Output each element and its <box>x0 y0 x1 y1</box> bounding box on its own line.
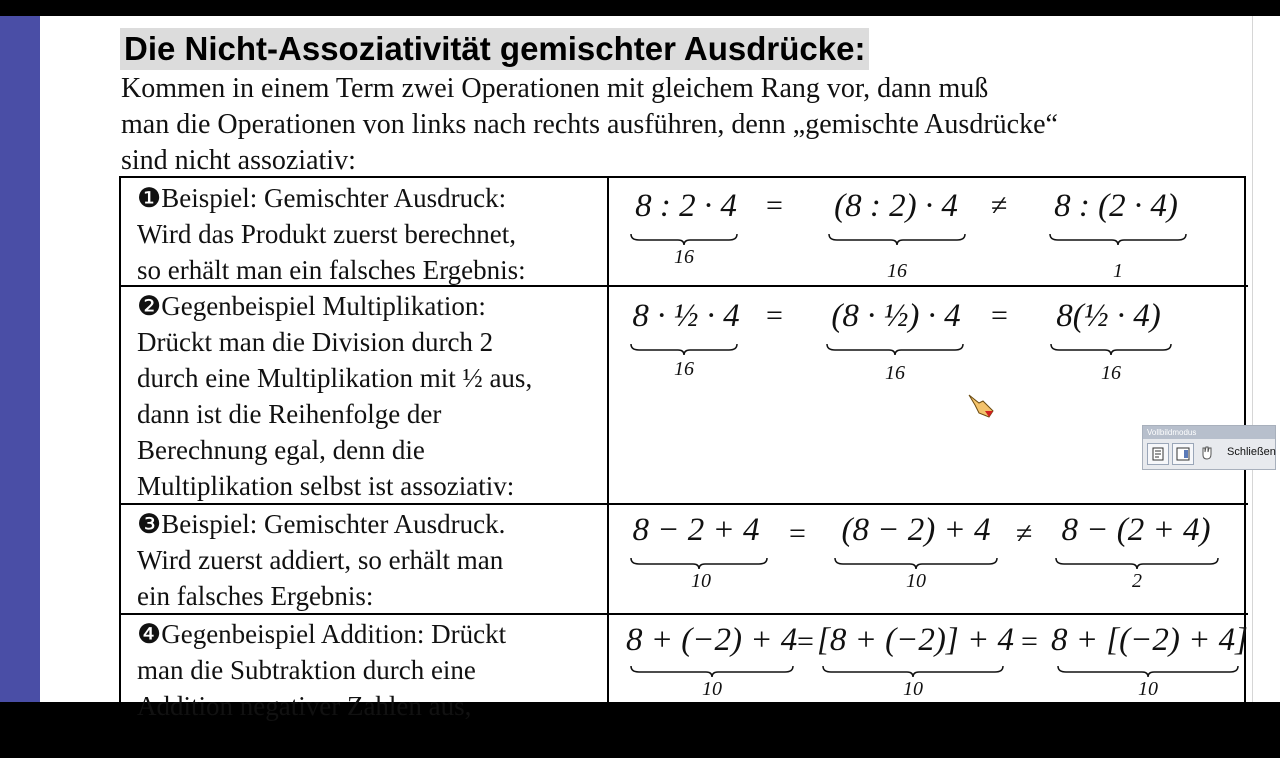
row2-expr-1: 8 · ½ · 4 <box>632 298 740 334</box>
row4-brace-3 <box>1056 664 1240 678</box>
row2-op-2: = <box>991 299 1008 332</box>
row4-brace-1 <box>629 664 795 678</box>
row2-text-1: ❷Gegenbeispiel Multiplikation: <box>137 291 486 321</box>
row3-brace-3 <box>1054 556 1220 570</box>
row3-op-1: = <box>789 517 806 550</box>
row3-label-1: 10 <box>691 570 711 592</box>
hand-icon <box>1197 443 1217 463</box>
row1-expr-2: (8 : 2) · 4 <box>834 188 958 224</box>
row2-text-4: dann ist die Reihenfolge der <box>137 399 442 429</box>
fullscreen-toolbar <box>1142 425 1276 470</box>
row4-op-2: = <box>1021 625 1038 658</box>
page-title: Die Nicht-Assoziativität gemischter Ausdrücke: <box>120 28 869 70</box>
row3-text-2: Wird zuerst addiert, so erhält man <box>137 545 504 575</box>
row1-text-3: so erhält man ein falsches Ergebnis: <box>137 255 526 285</box>
row1-op-1: = <box>766 189 783 222</box>
row1-brace-1 <box>629 232 739 246</box>
document-page <box>0 16 1280 721</box>
row4-expr-3: 8 + [(−2) + 4] <box>1051 622 1248 658</box>
close-fullscreen-button[interactable]: Schließen <box>1227 446 1276 458</box>
row3-brace-2 <box>833 556 999 570</box>
row2-brace-3 <box>1049 342 1173 356</box>
row1-expr-3: 8 : (2 · 4) <box>1054 188 1178 224</box>
row2-text-2: Drückt man die Division durch 2 <box>137 327 494 357</box>
row4-text-1: ❹Gegenbeispiel Addition: Drückt <box>137 619 507 649</box>
row2-op-1: = <box>766 299 783 332</box>
row2-label-1: 16 <box>674 358 694 380</box>
examples-table <box>119 176 1246 756</box>
row2-label-2: 16 <box>885 362 905 384</box>
row1-label-2: 16 <box>887 260 907 282</box>
row2-label-3: 16 <box>1101 362 1121 384</box>
row1-brace-2 <box>827 232 967 246</box>
row1-label-3: 1 <box>1113 260 1123 282</box>
row1-text-2: Wird das Produkt zuerst berechnet, <box>137 219 517 249</box>
row2-expr-3: 8(½ · 4) <box>1056 298 1161 334</box>
row2-text-6: Multiplikation selbst ist assoziativ: <box>137 471 515 501</box>
fullscreen-toolbar-title: Vollbildmodus <box>1143 426 1275 439</box>
row4-text-3: Addition negativer Zahlen aus, <box>137 691 472 721</box>
row3-expr-1: 8 − 2 + 4 <box>632 512 760 548</box>
page-view-button[interactable] <box>1147 443 1169 465</box>
row3-expr-2: (8 − 2) + 4 <box>841 512 991 548</box>
row3-label-2: 10 <box>906 570 926 592</box>
pointer-hand-icon <box>965 391 999 421</box>
row3-text-3: ein falsches Ergebnis: <box>137 581 374 611</box>
row1-text-1: ❶Beispiel: Gemischter Ausdruck: <box>137 183 507 213</box>
layout-view-button[interactable] <box>1172 443 1194 465</box>
row4-expr-1: 8 + (−2) + 4 <box>626 622 798 658</box>
row4-label-1: 10 <box>702 678 722 700</box>
row1-op-2: ≠ <box>991 189 1008 222</box>
row1-expr-1: 8 : 2 · 4 <box>635 188 737 224</box>
intro-line-2: man die Operationen von links nach rechts ausführen, denn „gemischte Ausdrücke“ <box>121 109 1058 140</box>
column-divider <box>607 178 609 758</box>
row4-op-1: = <box>797 625 814 658</box>
row2-text-5: Berechnung egal, denn die <box>137 435 425 465</box>
row1-brace-3 <box>1048 232 1188 246</box>
row4-label-3: 10 <box>1138 678 1158 700</box>
row4-text-2: man die Subtraktion durch eine <box>137 655 476 685</box>
row3-op-2: ≠ <box>1016 517 1033 550</box>
row2-text-3: durch eine Multiplikation mit ½ aus, <box>137 363 533 393</box>
intro-line-1: Kommen in einem Term zwei Operationen mit gleichem Rang vor, dann muß <box>121 73 989 104</box>
intro-line-3: sind nicht assoziativ: <box>121 145 356 176</box>
row3-brace-1 <box>629 556 769 570</box>
page-edge <box>1252 16 1253 702</box>
row4-expr-2: [8 + (−2)] + 4 <box>817 622 1014 658</box>
row2-brace-2 <box>825 342 965 356</box>
layout-view-icon <box>1173 444 1193 464</box>
left-bar <box>0 16 40 702</box>
row1-label-1: 16 <box>674 246 694 268</box>
row2-expr-2: (8 · ½) · 4 <box>831 298 961 334</box>
row3-text-1: ❸Beispiel: Gemischter Ausdruck. <box>137 509 506 539</box>
row2-brace-1 <box>629 342 739 356</box>
row4-brace-2 <box>821 664 1005 678</box>
page-view-icon <box>1148 444 1168 464</box>
row3-expr-3: 8 − (2 + 4) <box>1061 512 1211 548</box>
hand-tool-button[interactable] <box>1197 443 1219 465</box>
row3-label-3: 2 <box>1132 570 1142 592</box>
row4-label-2: 10 <box>903 678 923 700</box>
